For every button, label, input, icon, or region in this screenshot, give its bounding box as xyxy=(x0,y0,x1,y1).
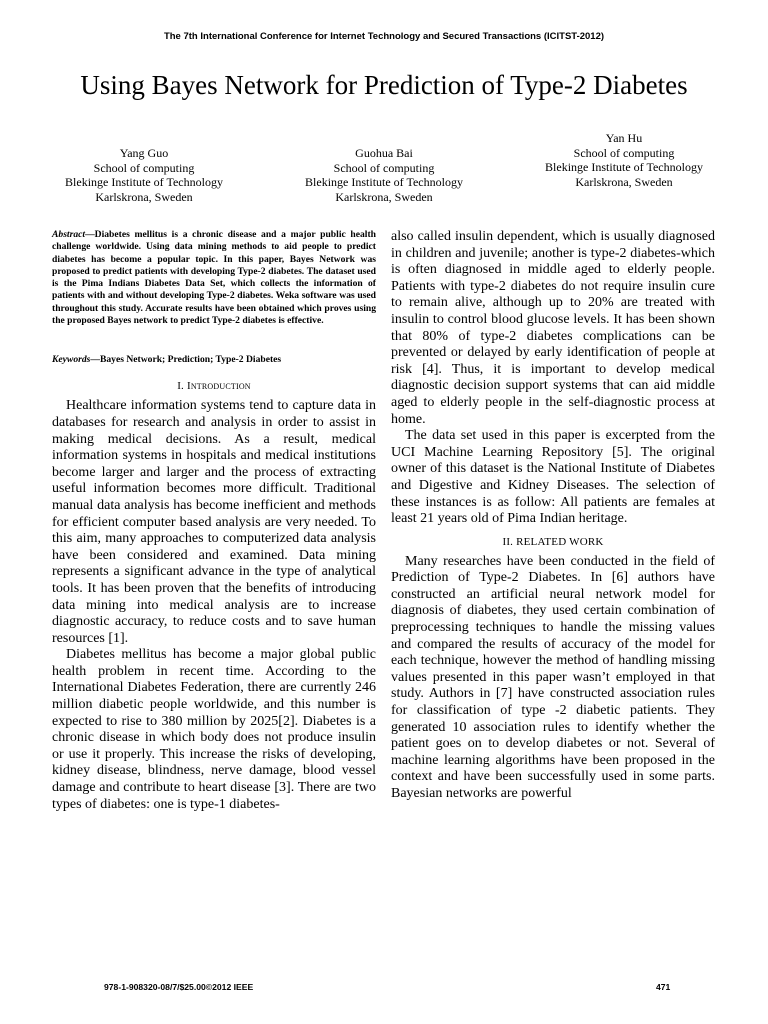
abstract-lead: Abstract xyxy=(52,229,86,240)
intro-paragraph-2-continued: also called insulin dependent, which is usually diagnosed in children and juvenile; another is type-2 diabetes-which is often diagnosed in middle aged to elderly people. Patients with type-2 diabetes do not require insulin cure to remain alive, although up to 20% are treated with insulin to control blood glucose levels. It has been shown that 80% of type-2 diabetes complications can be prevented or delayed by early identification of people at risk [4]. Thus, it is important to develop medical diagnostic decision support systems that can aid middle aged to elderly people in the self-diagnostic process at home. xyxy=(391,229,715,427)
author-name: Guohua Bai xyxy=(355,146,413,160)
intro-paragraph-2: Diabetes mellitus has become a major global public health problem in recent time. According to the International Diabetes Federation, there are currently 246 million diabetic people worldwide, and this number is expected to rise to 380 million by 2025[2]. Diabetes is a chronic disease in which body does not produce insulin or use it properly. This increase the risks of developing, kidney disease, blindness, nerve damage, blood vessel damage and contribute to heart disease [3]. There are two types of diabetes: one is type-1 diabetes- xyxy=(52,647,376,812)
author-block-1 xyxy=(48,146,240,205)
page-number: 471 xyxy=(656,982,671,992)
section-heading-related-work: II. RELATED WORK xyxy=(502,535,604,548)
right-column xyxy=(391,229,715,803)
intro-paragraph-1: Healthcare information systems tend to capture data in databases for research and analysis in order to assist in making medical decisions. As a result, medical information systems in hospitals and medical institutions become larger and larger and the process of extracting useful information becomes more difficult. Traditional manual data analysis has become inefficient and methods for efficient computer based analysis are very needed. To this aim, many approaches to computerized data analysis have been considered and examined. Data mining represents a significant advance in the type of analytical tools. It has been proven that the benefits of introducing data mining into medical analysis are to increase diagnostic accuracy, to reduce costs and to save human resources [1]. xyxy=(52,398,376,646)
abstract-text: —Diabetes mellitus is a chronic disease and a major public health challenge worldwide. Using data mining methods to aid people to predict diabetes has become a popular topic. In this paper, Bayes Network was proposed to predict patients with developing Type-2 diabetes. The dataset used is the Pima Indians Diabetes Data Set, which collects the information of patients with and without developing Type-2 diabetes. Weka software was used throughout this study. Accurate results have been obtained which proves using the proposed Bayes network to predict Type-2 diabetes is effective. xyxy=(52,229,376,327)
author-dept: School of computing xyxy=(333,160,435,175)
author-block-2 xyxy=(288,146,480,205)
author-city: Karlskrona, Sweden xyxy=(575,175,673,190)
author-city: Karlskrona, Sweden xyxy=(95,190,193,205)
author-dept: School of computing xyxy=(93,160,195,175)
author-block-3 xyxy=(528,131,720,190)
author-dept: School of computing xyxy=(573,145,675,160)
author-name: Yan Hu xyxy=(605,131,643,145)
section-heading-introduction: I. Introduction xyxy=(177,380,251,393)
author-name: Yang Guo xyxy=(119,146,169,160)
author-institution: Blekinge Institute of Technology xyxy=(305,175,463,190)
paper-title: Using Bayes Network for Prediction of Type-2 Diabetes xyxy=(80,70,688,100)
author-institution: Blekinge Institute of Technology xyxy=(545,160,703,175)
related-work-paragraph-1: Many researches have been conducted in the field of Prediction of Type-2 Diabetes. In [6] authors have constructed an artificial neural network model for diagnosis of diabetes, they used certain combination of preprocessing techniques to handle the missing values and compared the results of accuracy of the model for each technique, however the method of handling missing values presented in this paper wasn’t employed in that study. Authors in [7] have constructed association rules for classification of type -2 diabetic patients. They generated 10 association rules to identify whether the patient goes on to develop diabetes or not. Several of machine learning algorithms have been proposed in the context and have been successfully used in some parts. Bayesian networks are powerful xyxy=(391,553,715,801)
keywords-lead: Keywords xyxy=(52,354,91,366)
author-institution: Blekinge Institute of Technology xyxy=(65,175,223,190)
footer-isbn: 978-1-908320-08/7/$25.00©2012 IEEE xyxy=(104,982,254,992)
author-city: Karlskrona, Sweden xyxy=(335,190,433,205)
conference-header: The 7th International Conference for Internet Technology and Secured Transactions (ICITST-2012) xyxy=(163,31,605,42)
intro-paragraph-3: The data set used in this paper is excerpted from the UCI Machine Learning Repository [5]. The original owner of this dataset is the National Institute of Diabetes and Digestive and Kidney Diseases. The selection of these instances is as follow: All patients are females at least 21 years old of Pima Indian heritage. xyxy=(391,428,715,527)
left-column xyxy=(52,229,376,813)
keywords-text: —Bayes Network; Prediction; Type-2 Diabetes xyxy=(90,354,282,366)
keywords xyxy=(52,354,376,366)
abstract xyxy=(52,229,376,327)
